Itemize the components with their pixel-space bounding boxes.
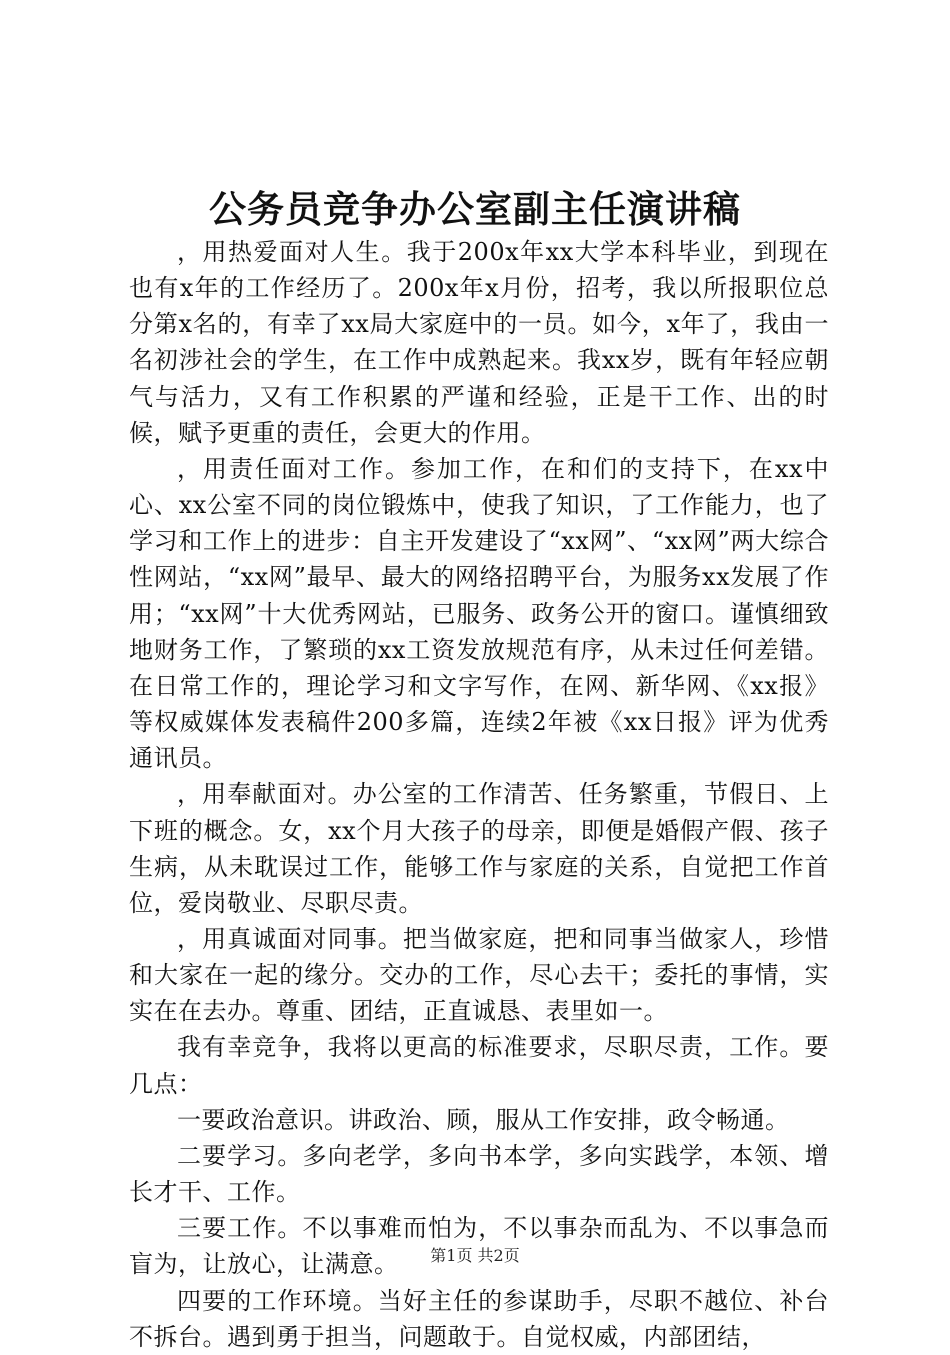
- document-title: 公务员竞争办公室副主任演讲稿: [209, 187, 741, 231]
- body-paragraph: 二要学习。多向老学，多向书本学，多向实践学，本领、增长才干、工作。: [129, 1141, 829, 1207]
- body-paragraph: ，用真诚面对同事。把当做家庭，把和同事当做家人，珍惜和大家在一起的缘分。交办的工作，尽心去干；委托的事情，实实在在去办。尊重、团结，正直诚恳、表里如一。: [129, 924, 829, 1026]
- page-footer: 第1页 共2页: [430, 1246, 520, 1265]
- body-paragraph: 我有幸竞争，我将以更高的标准要求，尽职尽责，工作。要几点：: [129, 1033, 829, 1098]
- body-paragraph: ，用热爱面对人生。我于200x年xx大学本科毕业，到现在也有x年的工作经历了。200x年x月份，招考，我以所报职位总分第x名的，有幸了xx局大家庭中的一员。如今，x年了，我由一名初涉社会的学生，在工作中成熟起来。我xx岁，既有年轻应朝气与活力，又有工作积累的严谨和经验，正是干工作、出的时候，赋予更重的责任，会更大的作用。: [129, 238, 829, 447]
- body-paragraph: 四要的工作环境。当好主任的参谋助手，尽职不越位、补台不拆台。遇到勇于担当，问题敢于。自觉权威，内部团结，: [129, 1286, 829, 1351]
- body-paragraph: ，用奉献面对。办公室的工作清苦、任务繁重，节假日、上下班的概念。女，xx个月大孩子的母亲，即便是婚假产假、孩子生病，从未耽误过工作，能够工作与家庭的关系，自觉把工作首位，爱岗敬业、尽职尽责。: [129, 780, 829, 917]
- body-paragraph: 三要工作。不以事难而怕为，不以事杂而乱为、不以事急而盲为，让放心，让满意。: [129, 1214, 829, 1279]
- document-body: [129, 234, 829, 1355]
- body-paragraph: ，用责任面对工作。参加工作，在和们的支持下，在xx中心、xx公室不同的岗位锻炼中，使我了知识，了工作能力，也了学习和工作上的进步：自主开发建设了“xx网”、“xx网”两大综合性网站，“xx网”最早、最大的网络招聘平台，为服务xx发展了作用；“xx网”十大优秀网站，已服务、政务公开的窗口。谨慎细致地财务工作，了繁琐的xx工资发放规范有序，从未过任何差错。在日常工作的，理论学习和文字写作，在网、新华网、《xx报》等权威媒体发表稿件200多篇，连续2年被《xx日报》评为优秀通讯员。: [129, 454, 829, 773]
- body-paragraph: 一要政治意识。讲政治、顾，服从工作安排，政令畅通。: [177, 1105, 790, 1134]
